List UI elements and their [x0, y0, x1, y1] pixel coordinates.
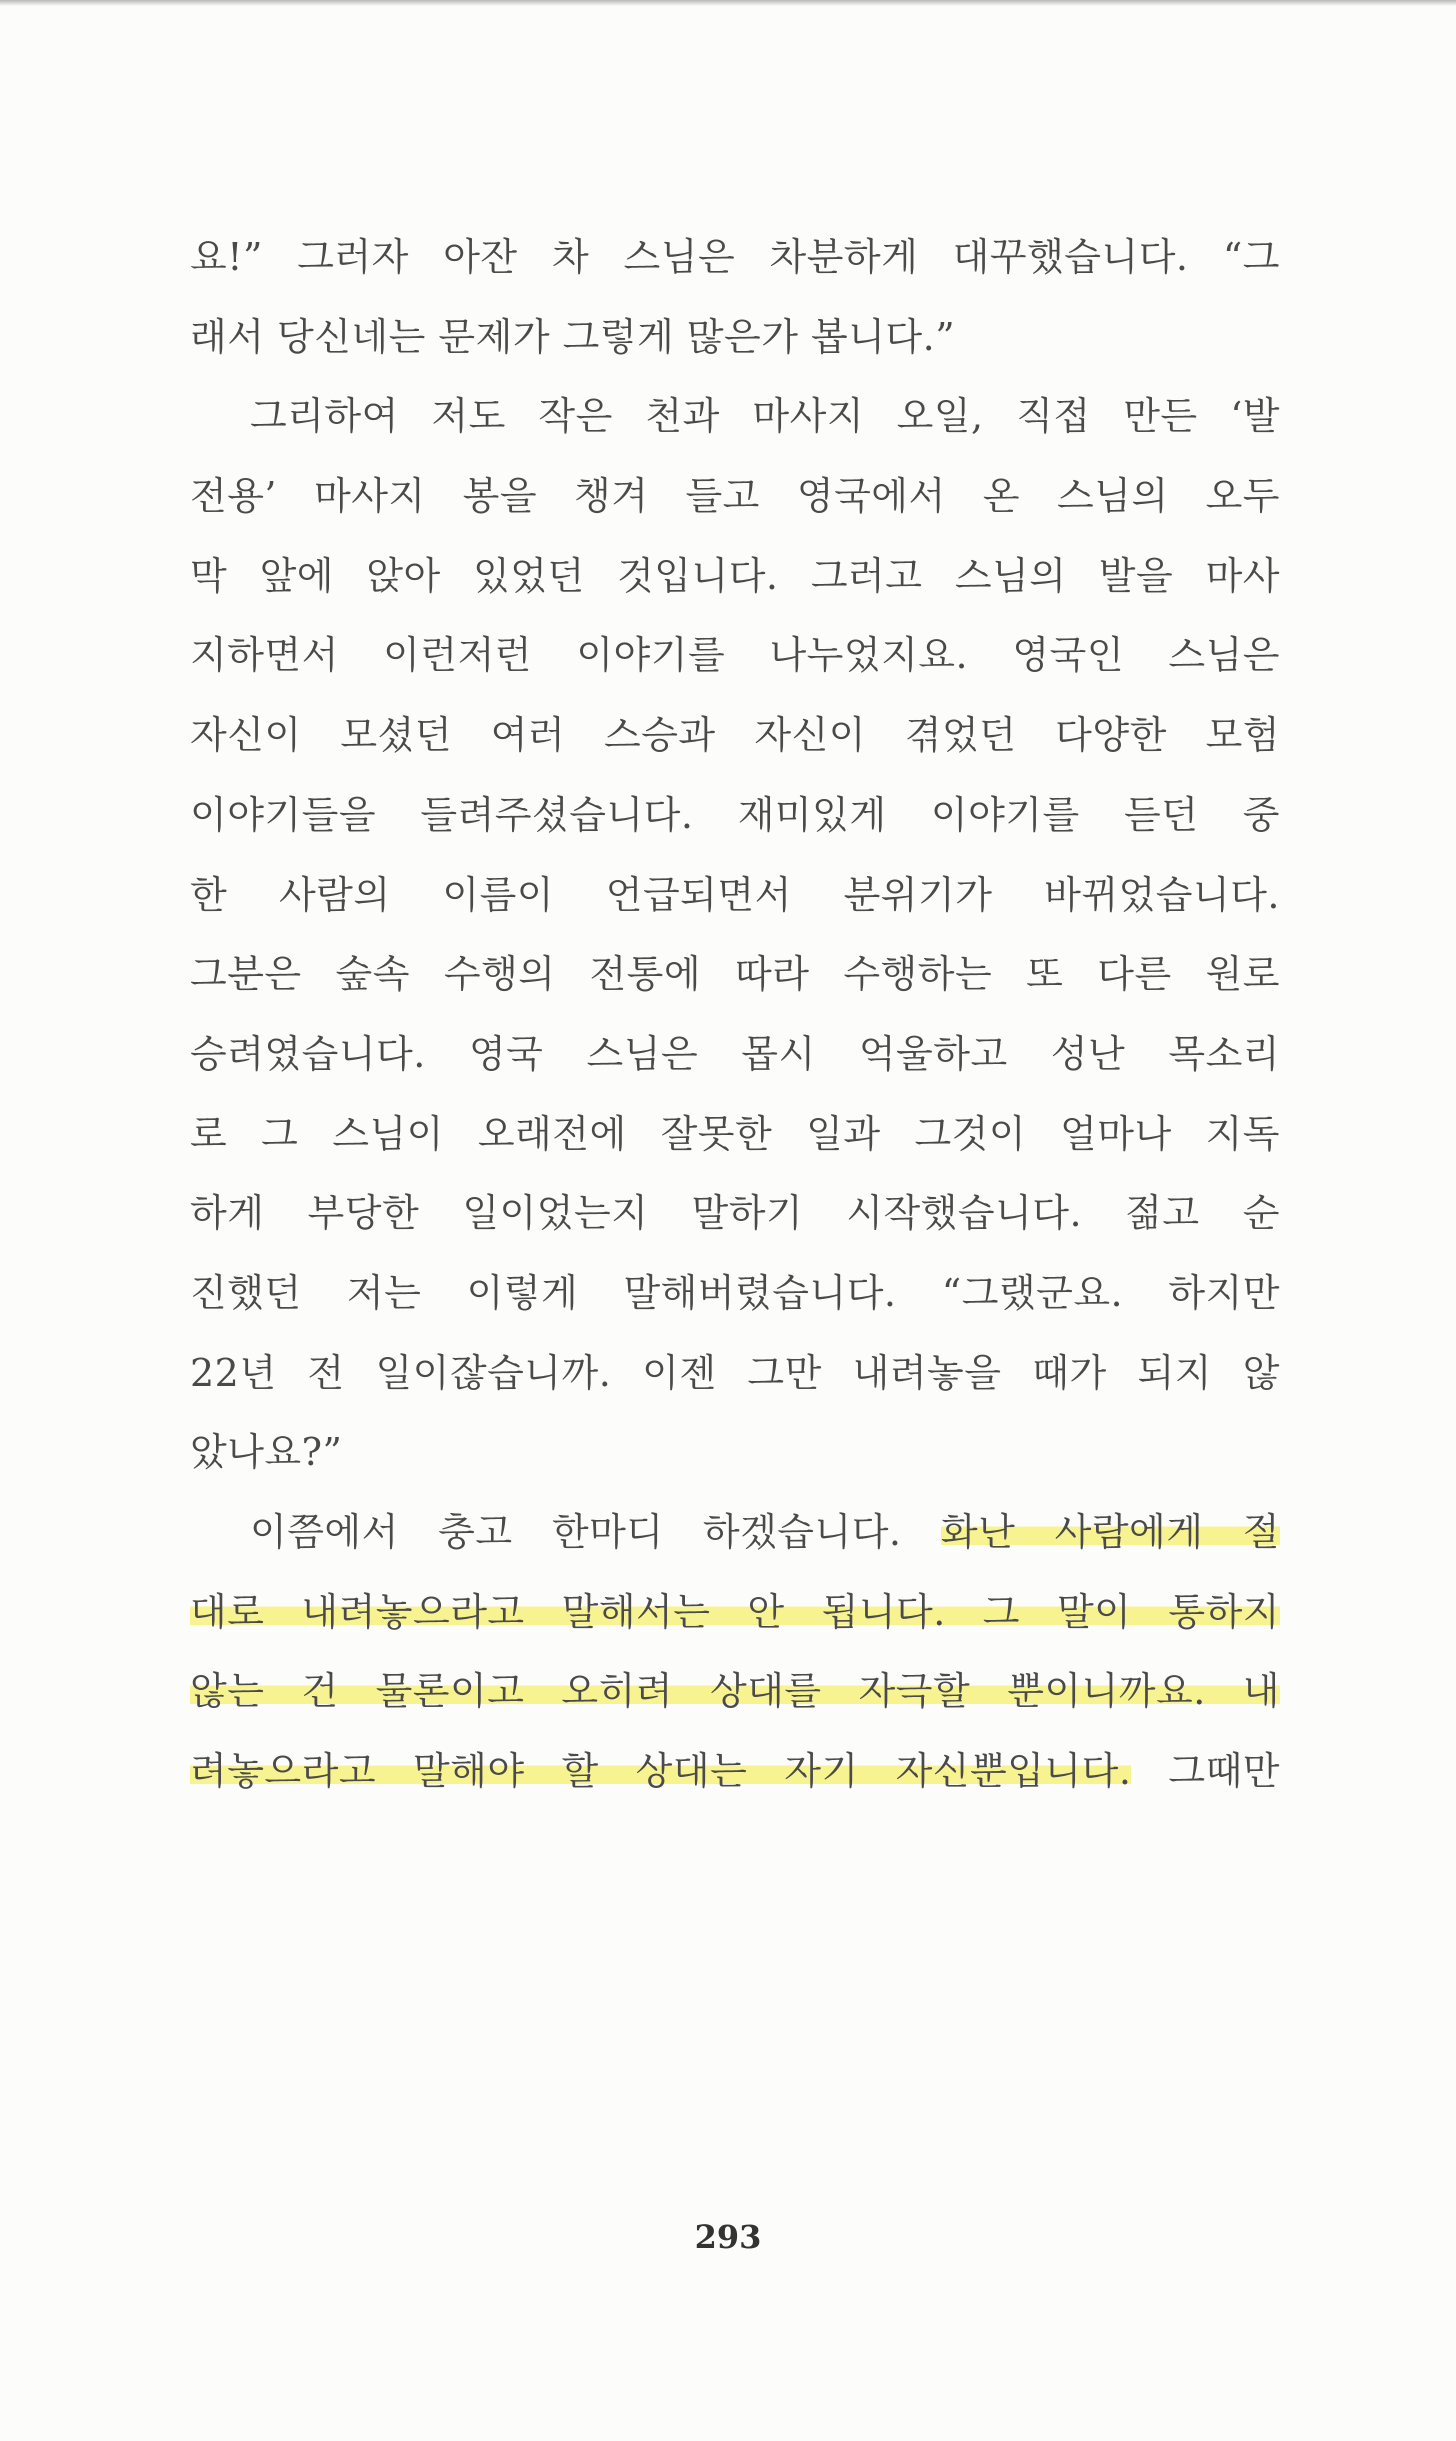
text-plain: 이쯤에서 충고 한마디 하겠습니다.	[250, 1510, 941, 1554]
text-line: 지하면서 이런저런 이야기를 나누었지요. 영국인 스님은	[190, 633, 1280, 678]
text-line: 자신이 모셨던 여러 스승과 자신이 겪었던 다양한 모험	[190, 713, 1280, 758]
text-line: 하게 부당한 일이었는지 말하기 시작했습니다. 젊고 순	[190, 1191, 1280, 1236]
text-line: 22년 전 일이잖습니까. 이젠 그만 내려놓을 때가 되지 않	[190, 1350, 1280, 1395]
text-line	[190, 1573, 1280, 1653]
text-line: 았나요?”	[190, 1430, 343, 1475]
page-top-edge	[0, 0, 1456, 6]
text-line: 로 그 스님이 오래전에 잘못한 일과 그것이 얼마나 지독	[190, 1111, 1280, 1156]
body-text	[190, 218, 1280, 1812]
text-line: 한 사람의 이름이 언급되면서 분위기가 바뀌었습니다.	[190, 872, 1280, 917]
text-line: 전용’ 마사지 봉을 챙겨 들고 영국에서 온 스님의 오두	[190, 474, 1280, 519]
text-line	[190, 1732, 1280, 1812]
text-line: 래서 당신네는 문제가 그렇게 많은가 봅니다.”	[190, 314, 956, 359]
page-number: 293	[694, 2218, 762, 2256]
text-line: 막 앞에 앉아 있었던 것입니다. 그러고 스님의 발을 마사	[190, 553, 1280, 598]
text-line: 이야기들을 들려주셨습니다. 재미있게 이야기를 듣던 중	[190, 792, 1280, 837]
text-highlight: 화난 사람에게 절	[940, 1510, 1280, 1554]
text-highlight: 대로 내려놓으라고 말해서는 안 됩니다. 그 말이 통하지	[190, 1589, 1280, 1634]
text-line: 그리하여 저도 작은 천과 마사지 오일, 직접 만든 ‘발	[250, 394, 1280, 439]
text-highlight: 않는 건 물론이고 오히려 상대를 자극할 뿐이니까요. 내	[190, 1669, 1280, 1714]
text-line: 진했던 저는 이렇게 말해버렸습니다. “그랬군요. 하지만	[190, 1270, 1280, 1315]
text-line: 승려였습니다. 영국 스님은 몹시 억울하고 성난 목소리	[190, 1031, 1280, 1076]
text-line	[190, 1493, 1280, 1573]
text-highlight: 려놓으라고 말해야 할 상대는 자기 자신뿐입니다.	[190, 1749, 1132, 1794]
text-plain: 그때만	[1131, 1749, 1280, 1794]
text-line	[190, 1652, 1280, 1732]
text-line: 그분은 숲속 수행의 전통에 따라 수행하는 또 다른 원로	[190, 952, 1280, 997]
text-line: 요!” 그러자 아잔 차 스님은 차분하게 대꾸했습니다. “그	[190, 235, 1280, 279]
